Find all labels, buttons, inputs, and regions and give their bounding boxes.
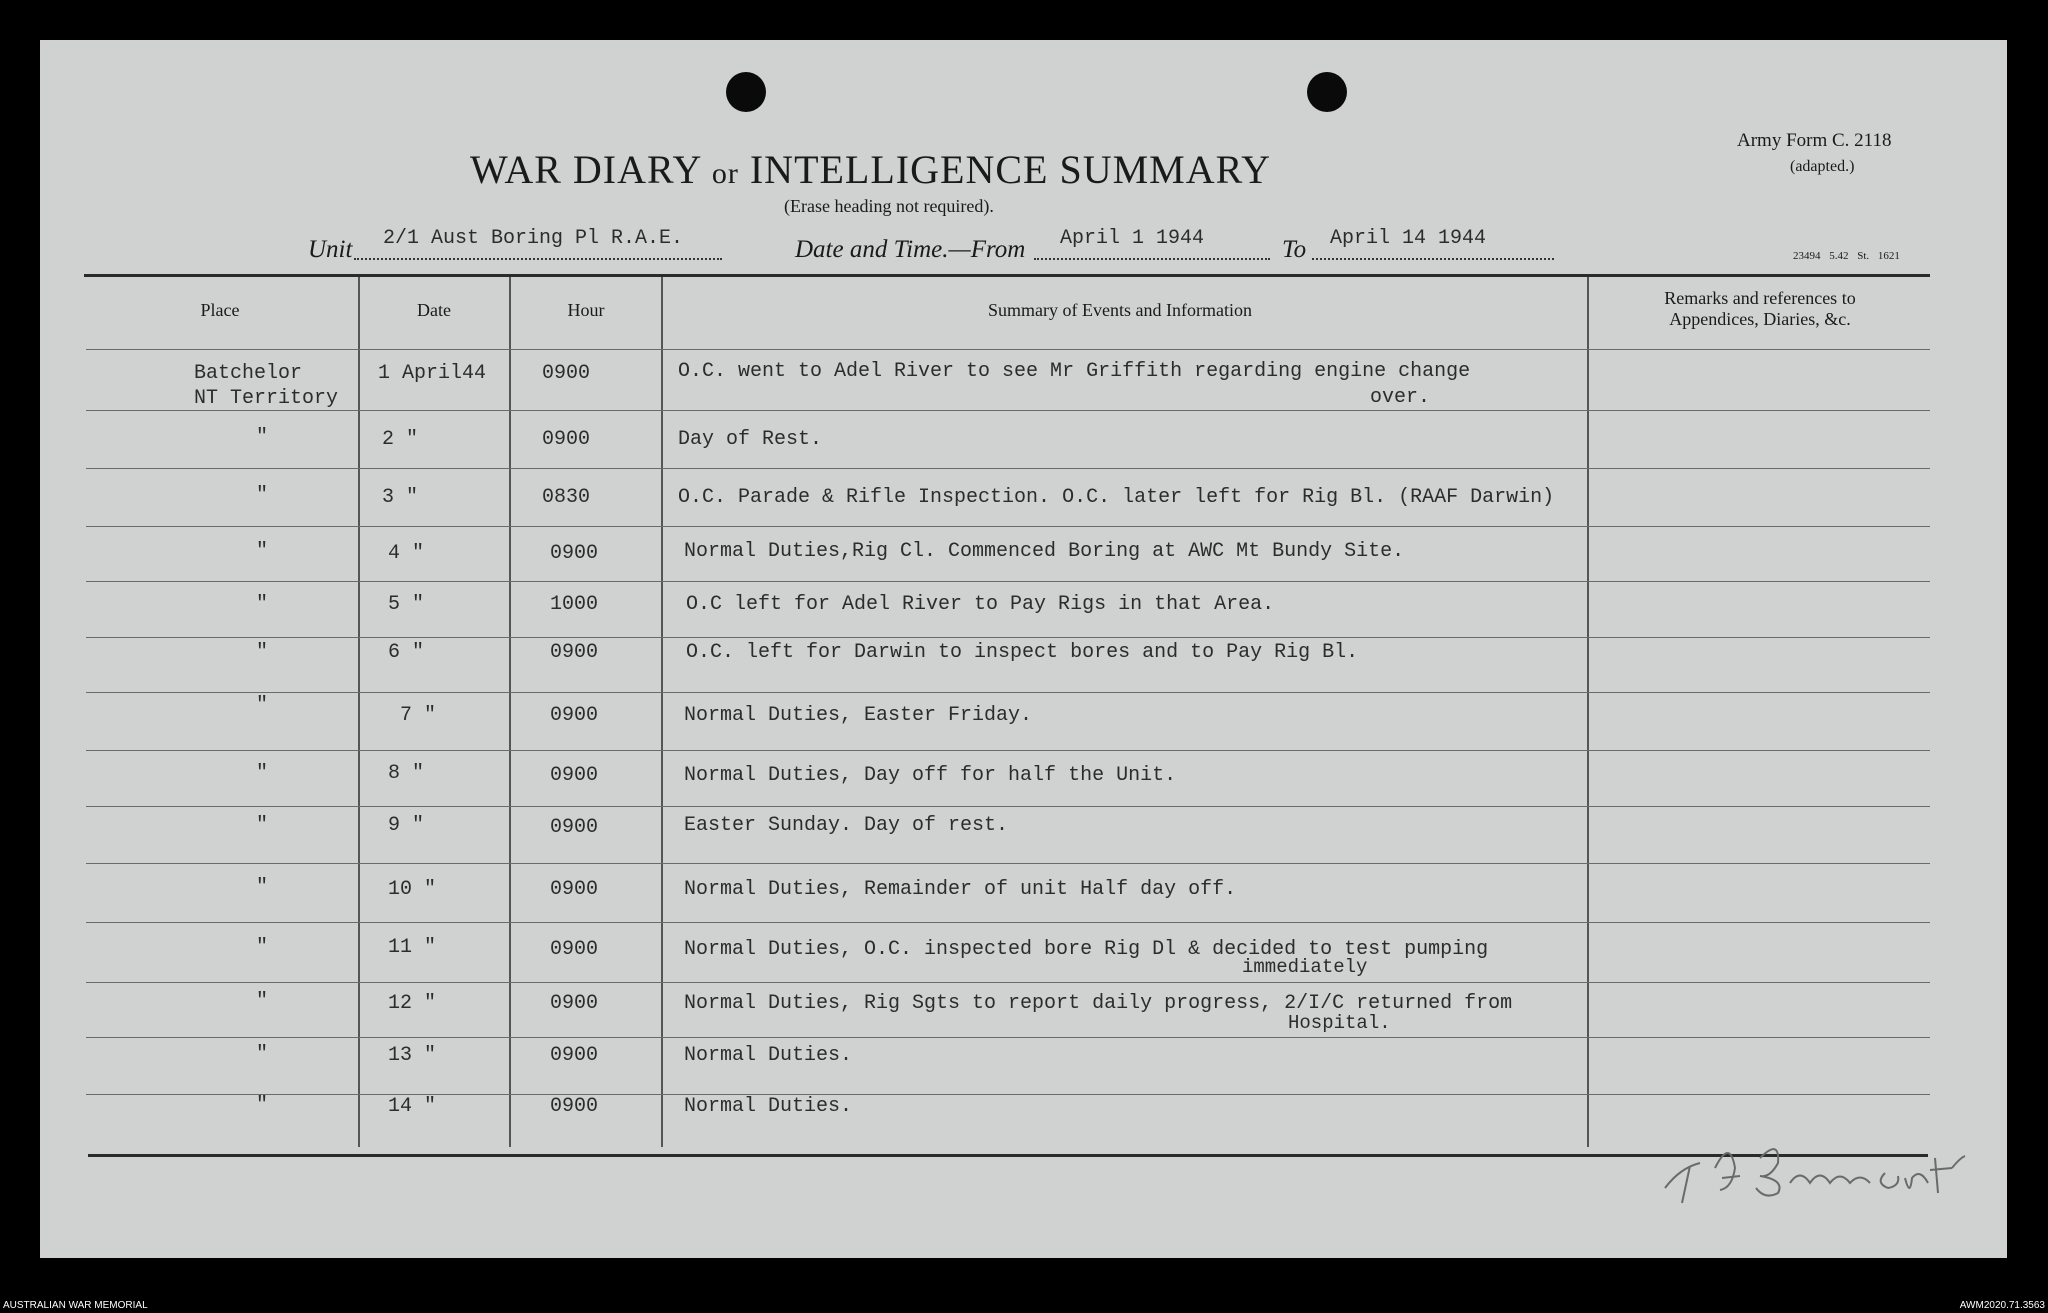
row-6-place: " [256,641,269,664]
row-10-hour: 0900 [550,878,599,901]
row-rule [86,692,1930,693]
row-1-summary-line-2: over. [1370,386,1431,409]
row-3-hour: 0830 [542,486,591,509]
row-5-summary: O.C left for Adel River to Pay Rigs in that Area. [686,593,1275,616]
unit-value: 2/1 Aust Boring Pl R.A.E. [383,227,684,250]
row-1-place-line-2: NT Territory [194,387,339,410]
row-rule [86,581,1930,582]
row-10-date: 10 " [388,878,437,901]
row-7-date: 7 " [400,704,437,727]
column-header-remarks-line-2: Appendices, Diaries, &c. [1669,309,1851,329]
column-header-date: Date [417,300,451,320]
row-rule [86,1094,1930,1095]
row-6-hour: 0900 [550,641,599,664]
row-2-summary: Day of Rest. [678,428,823,451]
row-10-place: " [256,876,269,899]
row-4-hour: 0900 [550,542,599,565]
row-13-place: " [256,1043,269,1066]
row-1-place: Batchelor [194,362,303,385]
from-date-value: April 1 1944 [1060,227,1205,250]
row-8-date: 8 " [388,762,425,785]
row-12-hour: 0900 [550,992,599,1015]
row-11-summary: Normal Duties, O.C. inspected bore Rig Dl & decided to test pumping [684,938,1489,961]
row-14-hour: 0900 [550,1095,599,1118]
row-11-date: 11 " [388,936,437,959]
row-9-hour: 0900 [550,816,599,839]
erase-note: (Erase heading not required). [784,196,994,216]
row-3-date: 3 " [382,486,419,509]
row-1-summary: O.C. went to Adel River to see Mr Griffith regarding engine change [678,360,1471,383]
punch-hole-right [1307,72,1347,112]
column-header-place: Place [200,300,240,320]
row-11-place: " [256,936,269,959]
row-2-place: " [256,426,269,449]
table-bottom-rule [88,1154,1928,1157]
row-8-place: " [256,762,269,785]
row-13-summary: Normal Duties. [684,1044,853,1067]
row-7-summary: Normal Duties, Easter Friday. [684,704,1033,727]
row-11-summary-line-2: immediately [1242,956,1368,978]
column-header-remarks [1610,288,1910,330]
row-12-summary-line-2: Hospital. [1288,1012,1391,1034]
column-header-remarks-line-1: Remarks and references to [1664,288,1856,308]
row-3-summary: O.C. Parade & Rifle Inspection. O.C. later left for Rig Bl. (RAAF Darwin) [678,486,1555,509]
punch-hole-left [726,72,766,112]
row-5-date: 5 " [388,593,425,616]
row-4-summary: Normal Duties,Rig Cl. Commenced Boring at AWC Mt Bundy Site. [684,540,1405,563]
row-9-date: 9 " [388,814,425,837]
row-5-place: " [256,593,269,616]
row-rule [86,410,1930,411]
column-divider-place [358,277,360,1147]
row-2-hour: 0900 [542,428,591,451]
row-rule [86,863,1930,864]
row-13-hour: 0900 [550,1044,599,1067]
row-rule [86,526,1930,527]
to-date-value: April 14 1944 [1330,227,1487,250]
column-divider-summary [1587,277,1589,1147]
from-dotted-line [1034,258,1270,260]
row-rule [86,349,1930,350]
row-4-place: " [256,540,269,563]
row-3-place: " [256,484,269,507]
row-1-hour: 0900 [542,362,591,385]
row-9-place: " [256,814,269,837]
handwritten-signature [1660,1128,1970,1208]
row-7-place: " [256,694,269,717]
row-12-place: " [256,990,269,1013]
date-time-label: Date and Time.—From [795,236,1026,263]
row-7-hour: 0900 [550,704,599,727]
unit-label: Unit [308,236,353,263]
row-11-hour: 0900 [550,938,599,961]
row-8-hour: 0900 [550,764,599,787]
form-number: Army Form C. 2118 [1737,130,1892,151]
row-rule [86,637,1930,638]
row-2-date: 2 " [382,428,419,451]
row-rule [86,982,1930,983]
page-title [470,146,1271,193]
to-label: To [1282,236,1307,263]
column-divider-date [509,277,511,1147]
row-14-place: " [256,1094,269,1117]
row-rule [86,806,1930,807]
row-14-date: 14 " [388,1095,437,1118]
row-13-date: 13 " [388,1044,437,1067]
row-10-summary: Normal Duties, Remainder of unit Half day off. [684,878,1237,901]
form-adapted: (adapted.) [1790,158,1855,175]
row-12-date: 12 " [388,992,437,1015]
row-1-date: 1 April44 [378,362,487,385]
column-header-hour: Hour [567,300,605,320]
column-header-summary: Summary of Events and Information [988,300,1252,320]
title-war-diary: WAR DIARY [470,147,701,192]
row-rule [86,922,1930,923]
row-rule [86,1037,1930,1038]
title-intelligence-summary: INTELLIGENCE SUMMARY [749,147,1271,192]
row-8-summary: Normal Duties, Day off for half the Unit. [684,764,1177,787]
footer-right: AWM2020.71.3563 [1959,1300,2045,1311]
table-top-rule [84,274,1930,277]
row-5-hour: 1000 [550,593,599,616]
footer-left: AUSTRALIAN WAR MEMORIAL [3,1300,148,1311]
row-rule [86,468,1930,469]
row-12-summary: Normal Duties, Rig Sgts to report daily progress, 2/I/C returned from [684,992,1513,1015]
row-6-summary: O.C. left for Darwin to inspect bores and to Pay Rig Bl. [686,641,1359,664]
row-6-date: 6 " [388,641,425,664]
row-9-summary: Easter Sunday. Day of rest. [684,814,1009,837]
unit-dotted-line [354,258,722,260]
row-4-date: 4 " [388,542,425,565]
print-code: 23494 5.42 St. 1621 [1793,250,1900,262]
column-divider-hour [661,277,663,1147]
row-14-summary: Normal Duties. [684,1095,853,1118]
document-page [40,40,2007,1258]
row-rule [86,750,1930,751]
title-or: or [711,157,739,190]
to-dotted-line [1312,258,1554,260]
